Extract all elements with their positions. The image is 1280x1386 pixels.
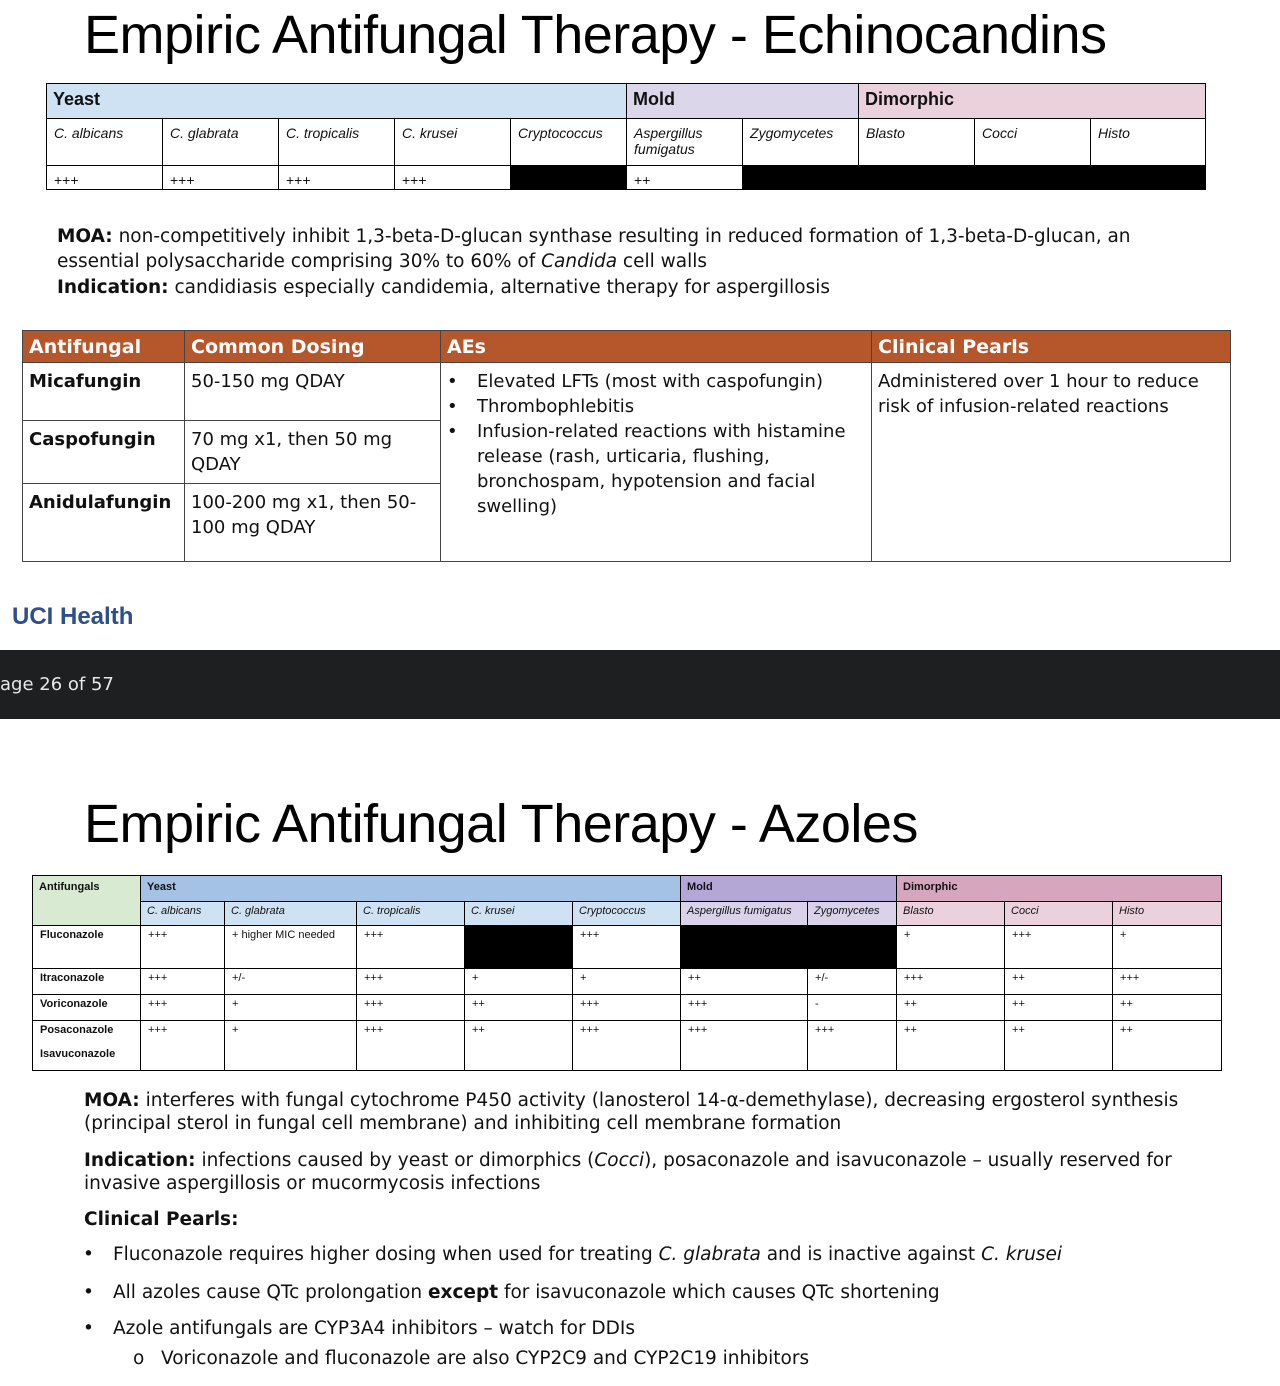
activity-cell: + xyxy=(225,1021,357,1071)
organism-header: Cryptococcus xyxy=(573,902,681,926)
indication-text: candidiasis especially candidemia, alternative therapy for aspergillosis xyxy=(168,277,831,298)
pearl-item xyxy=(83,1243,1233,1267)
activity-cell: ++ xyxy=(897,1021,1005,1071)
header-dosing: Common Dosing xyxy=(185,331,441,363)
organism-header: Zygomycetes xyxy=(808,902,897,926)
bullet-glyph: • xyxy=(83,1318,94,1339)
sub-bullet-glyph: o xyxy=(133,1348,145,1369)
activity-cell: +++ xyxy=(897,969,1005,995)
organism-header: Histo xyxy=(1113,902,1222,926)
header-pearls: Clinical Pearls xyxy=(872,331,1231,363)
moa-italic: Candida xyxy=(541,251,618,272)
clinical-pearl-cell: Administered over 1 hour to reduce risk of infusion-related reactions xyxy=(872,363,1231,562)
activity-cell: +++ xyxy=(163,166,279,190)
activity-cell: ++ xyxy=(681,969,808,995)
drug-itraconazole: Itraconazole xyxy=(33,969,141,995)
organism-header: C. krusei xyxy=(465,902,573,926)
organism-header: Zygomycetes xyxy=(743,119,859,166)
azole-indication xyxy=(84,1149,1204,1195)
dose-anidulafungin: 100-200 mg x1, then 50-100 mg QDAY xyxy=(185,484,441,562)
pearl-bold: except xyxy=(427,1282,499,1303)
indication-text: infections caused by yeast or dimorphics ( xyxy=(195,1150,595,1171)
activity-cell: +++ xyxy=(357,1021,465,1071)
organism-header: Cocci xyxy=(975,119,1091,166)
pearl-item xyxy=(83,1281,1233,1305)
adverse-effects-cell xyxy=(441,363,872,562)
activity-cell: ++ xyxy=(1113,995,1222,1021)
header-antifungal: Antifungal xyxy=(23,331,185,363)
indication-text-end: ), posaconazole and isavuconazole – usually reserved for invasive aspergillosis or mucormycosis infections xyxy=(84,1150,1172,1194)
pearl-item xyxy=(83,1317,1233,1341)
activity-cell: ++ xyxy=(897,995,1005,1021)
slide1-title: Empiric Antifungal Therapy - Echinocandins xyxy=(84,5,1107,65)
group-dimorphic: Dimorphic xyxy=(897,876,1222,902)
uci-health-logo: UCI Health xyxy=(12,603,134,630)
organism-header: C. krusei xyxy=(395,119,511,166)
no-activity-cell xyxy=(465,926,573,969)
activity-cell: +++ xyxy=(573,995,681,1021)
no-activity-cell xyxy=(1091,166,1206,190)
ae-item: • Elevated LFTs (most with caspofungin) xyxy=(477,369,865,394)
organism-header: C. tropicalis xyxy=(279,119,395,166)
activity-cell: +++ xyxy=(141,969,225,995)
activity-cell: ++ xyxy=(465,1021,573,1071)
activity-cell: +++ xyxy=(279,166,395,190)
activity-cell: +++ xyxy=(681,1021,808,1071)
organism-header: Cryptococcus xyxy=(511,119,627,166)
drug-voriconazole: Voriconazole xyxy=(33,995,141,1021)
activity-cell: +++ xyxy=(47,166,163,190)
activity-cell: + xyxy=(573,969,681,995)
organism-header: Histo xyxy=(1091,119,1206,166)
organism-header: C. tropicalis xyxy=(357,902,465,926)
indication-label: Indication: xyxy=(84,1150,196,1171)
activity-cell: +++ xyxy=(357,969,465,995)
ae-item: • Infusion-related reactions with histamine release (rash, urticaria, flushing, bronchospam, hypotension and facial swelling) xyxy=(477,419,865,519)
activity-cell: ++ xyxy=(1113,1021,1222,1071)
moa-label: MOA: xyxy=(84,1090,140,1111)
drug-fluconazole: Fluconazole xyxy=(33,926,141,969)
organism-header: C. albicans xyxy=(47,119,163,166)
no-activity-cell xyxy=(808,926,897,969)
activity-cell: +++ xyxy=(141,1021,225,1071)
echinocandin-moa xyxy=(57,224,1177,274)
activity-cell: ++ xyxy=(1005,995,1113,1021)
organism-header: C. albicans xyxy=(141,902,225,926)
no-activity-cell xyxy=(975,166,1091,190)
activity-cell: +/- xyxy=(225,969,357,995)
pearl-italic: C. glabrata xyxy=(658,1244,761,1265)
organism-header: C. glabrata xyxy=(225,902,357,926)
azole-moa xyxy=(84,1089,1204,1135)
activity-cell: + higher MIC needed xyxy=(225,926,357,969)
pearl-text: Azole antifungals are CYP3A4 inhibitors – watch for DDIs xyxy=(113,1318,636,1339)
page-indicator-bar xyxy=(0,650,1280,719)
azole-spectrum-table xyxy=(32,875,1222,1071)
activity-cell: + xyxy=(1113,926,1222,969)
pearl-text: for isavuconazole which causes QTc shortening xyxy=(498,1282,940,1303)
no-activity-cell xyxy=(511,166,627,190)
activity-cell: - xyxy=(808,995,897,1021)
no-activity-cell xyxy=(743,166,859,190)
drug-posaconazole-isavuconazole xyxy=(33,1021,141,1071)
echinocandin-dosing-table xyxy=(22,330,1231,562)
activity-cell: + xyxy=(225,995,357,1021)
organism-header: Aspergillus fumigatus xyxy=(681,902,808,926)
slide2-title: Empiric Antifungal Therapy - Azoles xyxy=(84,794,918,854)
echinocandin-spectrum-table xyxy=(46,83,1206,190)
group-yeast: Yeast xyxy=(47,84,627,119)
dose-micafungin: 50-150 mg QDAY xyxy=(185,363,441,421)
activity-cell: +++ xyxy=(573,926,681,969)
activity-cell: +++ xyxy=(1113,969,1222,995)
moa-text-end: cell walls xyxy=(617,251,708,272)
indication-label: Indication: xyxy=(57,277,169,298)
antifungals-corner: Antifungals xyxy=(33,876,141,926)
organism-header: Aspergillus fumigatus xyxy=(627,119,743,166)
moa-label: MOA: xyxy=(57,226,113,247)
activity-cell: +++ xyxy=(357,926,465,969)
moa-text: non-competitively inhibit 1,3-beta-D-glucan synthase resulting in reduced formation of 1,3-beta-D-glucan, an essential polysaccharide comprising 30% to 60% of xyxy=(57,226,1131,272)
ae-item: • Thrombophlebitis xyxy=(477,394,865,419)
pearl-italic: C. krusei xyxy=(981,1244,1062,1265)
drug-micafungin: Micafungin xyxy=(23,363,185,421)
group-dimorphic: Dimorphic xyxy=(859,84,1206,119)
activity-cell: + xyxy=(465,969,573,995)
moa-text: interferes with fungal cytochrome P450 activity (lanosterol 14-α-demethylase), decreasing ergosterol synthesis (principal sterol in fungal cell membrane) and inhibiting cell membrane formation xyxy=(84,1090,1179,1134)
organism-header: Blasto xyxy=(897,902,1005,926)
activity-cell: +++ xyxy=(357,995,465,1021)
pearl-text: Fluconazole requires higher dosing when used for treating xyxy=(113,1244,659,1265)
group-yeast: Yeast xyxy=(141,876,681,902)
activity-cell: ++ xyxy=(1005,969,1113,995)
drug-posaconazole: Posaconazole xyxy=(40,1024,114,1036)
group-mold: Mold xyxy=(627,84,859,119)
pearl-text: Voriconazole and fluconazole are also CYP2C9 and CYP2C19 inhibitors xyxy=(161,1348,810,1369)
organism-header: Cocci xyxy=(1005,902,1113,926)
activity-cell: +/- xyxy=(808,969,897,995)
activity-cell: +++ xyxy=(681,995,808,1021)
page-indicator: age 26 of 57 xyxy=(0,674,114,695)
activity-cell: +++ xyxy=(1005,926,1113,969)
dose-caspofungin: 70 mg x1, then 50 mg QDAY xyxy=(185,421,441,484)
echinocandin-indication xyxy=(57,275,1177,300)
activity-cell: ++ xyxy=(627,166,743,190)
organism-header: C. glabrata xyxy=(163,119,279,166)
clinical-pearls-label: Clinical Pearls: xyxy=(84,1209,239,1230)
activity-cell: ++ xyxy=(1005,1021,1113,1071)
bullet-glyph: • xyxy=(83,1244,94,1265)
indication-italic: Cocci xyxy=(594,1150,645,1171)
activity-cell: +++ xyxy=(395,166,511,190)
pearl-text: and is inactive against xyxy=(760,1244,982,1265)
drug-caspofungin: Caspofungin xyxy=(23,421,185,484)
activity-cell: +++ xyxy=(573,1021,681,1071)
adverse-effects-list xyxy=(447,369,865,519)
activity-cell: +++ xyxy=(141,995,225,1021)
pearl-text: All azoles cause QTc prolongation xyxy=(113,1282,428,1303)
no-activity-cell xyxy=(681,926,808,969)
clinical-pearls-heading xyxy=(84,1208,238,1231)
group-mold: Mold xyxy=(681,876,897,902)
drug-anidulafungin: Anidulafungin xyxy=(23,484,185,562)
activity-cell: +++ xyxy=(141,926,225,969)
activity-cell: +++ xyxy=(808,1021,897,1071)
no-activity-cell xyxy=(859,166,975,190)
organism-header: Blasto xyxy=(859,119,975,166)
header-aes: AEs xyxy=(441,331,872,363)
activity-cell: ++ xyxy=(465,995,573,1021)
drug-isavuconazole: Isavuconazole xyxy=(40,1048,116,1060)
activity-cell: + xyxy=(897,926,1005,969)
pearl-subitem xyxy=(133,1347,1261,1371)
bullet-glyph: • xyxy=(83,1282,94,1303)
